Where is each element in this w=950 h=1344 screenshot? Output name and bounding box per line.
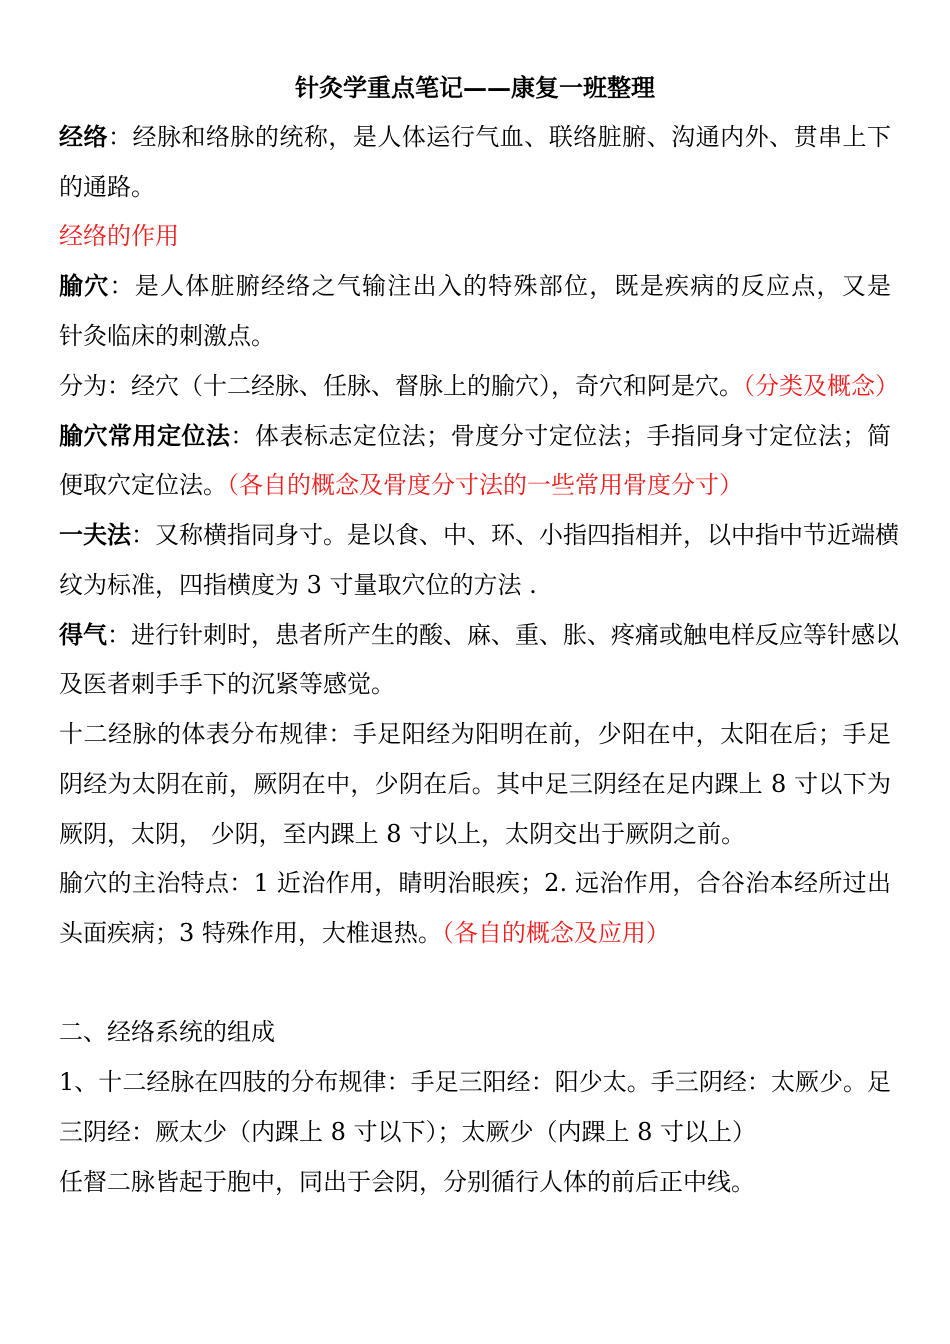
section-2-heading: 二、经络系统的组成 <box>59 1018 275 1046</box>
jingluo-zuoyong-heading: 经络的作用 <box>59 222 179 250</box>
dingwei-term: 腧穴常用定位法 <box>59 421 231 450</box>
jingluo-definition-line-2: 的通路。 <box>59 173 155 201</box>
dingwei-line-1 <box>59 416 891 456</box>
shier-tibiao-line-1: 十二经脉的体表分布规律：手足阳经为阳明在前，少阳在中，太阳在后；手足 <box>59 720 891 748</box>
fenwei-text: 分为：经穴（十二经脉、任脉、督脉上的腧穴），奇穴和阿是穴。 <box>59 372 743 400</box>
jingluo-term: 经络 <box>59 122 108 151</box>
deqi-term: 得气 <box>59 620 107 649</box>
dingwei-text-2: 便取穴定位法。 <box>59 471 227 499</box>
shier-tibiao-line-3: 厥阴，太阴， 少阴，至内踝上 8 寸以上，太阴交出于厥阴之前。 <box>59 820 746 848</box>
shuxue-definition-text: ：是人体脏腑经络之气输注出入的特殊部位，既是疾病的反应点，又是 <box>109 272 891 300</box>
section-2-p1-line-2: 三阴经：厥太少（内踝上 8 寸以下）；太厥少（内踝上 8 寸以上） <box>59 1118 757 1146</box>
zhuzhi-line-2 <box>59 913 670 953</box>
zhuzhi-text-2: 头面疾病；3 特殊作用，大椎退热。 <box>59 919 442 947</box>
dingwei-note: （各自的概念及骨度分寸法的一些常用骨度分寸） <box>227 471 743 499</box>
zhuzhi-line-1: 腧穴的主治特点：1 近治作用，睛明治眼疾；2. 远治作用，合谷治本经所过出 <box>59 869 891 897</box>
fenwei-note: （分类及概念） <box>743 372 899 400</box>
shuxue-definition-line-1 <box>59 266 891 306</box>
dingwei-line-2 <box>59 465 743 505</box>
fenwei-line <box>59 366 899 406</box>
dingwei-text: ：体表标志定位法；骨度分寸定位法；手指同身寸定位法；简 <box>230 422 892 450</box>
yifufa-text: ：又称横指同身寸。是以食、中、环、小指四指相并，以中指中节近端横 <box>131 521 899 549</box>
yifufa-line-1 <box>59 515 899 555</box>
yifufa-term: 一夫法 <box>59 520 131 549</box>
deqi-line-1 <box>59 615 899 655</box>
deqi-line-2: 及医者刺手手下的沉紧等感觉。 <box>59 670 395 698</box>
shuxue-definition-line-2: 针灸临床的刺激点。 <box>59 322 275 350</box>
section-2-p1-line-1: 1、十二经脉在四肢的分布规律：手足三阳经：阳少太。手三阴经：太厥少。足 <box>59 1068 891 1096</box>
shuxue-term: 腧穴 <box>59 271 110 300</box>
shier-tibiao-line-2: 阴经为太阴在前，厥阴在中，少阴在后。其中足三阴经在足内踝上 8 寸以下为 <box>59 770 891 798</box>
section-2-p2: 任督二脉皆起于胞中，同出于会阴，分别循行人体的前后正中线。 <box>59 1168 755 1196</box>
page-title: 针灸学重点笔记——康复一班整理 <box>295 73 655 102</box>
jingluo-definition-line-1 <box>59 117 891 157</box>
zhuzhi-note: （各自的概念及应用） <box>441 919 670 947</box>
deqi-text: ：进行针刺时，患者所产生的酸、麻、重、胀、疼痛或触电样反应等针感以 <box>107 621 899 649</box>
yifufa-line-2: 纹为标准，四指横度为 3 寸量取穴位的方法 . <box>59 571 537 599</box>
jingluo-definition-text: ：经脉和络脉的统称，是人体运行气血、联络脏腑、沟通内外、贯串上下 <box>107 123 892 151</box>
